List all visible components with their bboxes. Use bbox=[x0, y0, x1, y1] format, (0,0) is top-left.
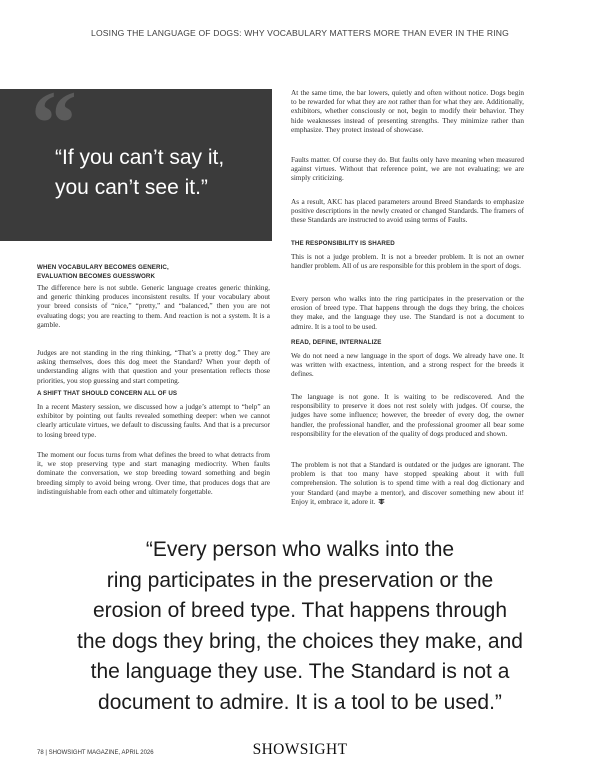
body-paragraph: The moment our focus turns from what defines the breed to what detracts from it, we stop preserving type and start managing mediocrity. When faults dominate the conversation, we stop breeding toward something and begin breeding simply to avoid being wrong. Over time, that produces dogs that are indistinguishable from each other and ultimately forgettable. bbox=[37, 451, 270, 496]
section-heading-line-2: EVALUATION BECOMES GUESSWORK bbox=[37, 272, 156, 280]
section-heading bbox=[37, 264, 169, 281]
emphasis-text: not bbox=[388, 98, 398, 107]
feature-quote-line: the language they use. The Standard is not a bbox=[90, 660, 510, 684]
section-heading: THE RESPONSIBILITY IS SHARED bbox=[291, 240, 395, 247]
pull-quote-block bbox=[0, 72, 272, 241]
body-paragraph: Faults matter. Of course they do. But faults only have meaning when measured against virtues. Without that reference point, we are not evaluating; we are simply criticizing. bbox=[291, 156, 524, 183]
feature-quote-line: erosion of breed type. That happens through bbox=[92, 599, 508, 623]
body-paragraph: The difference here is not subtle. Generic language creates generic thinking, and generic thinking produces inconsistent results. If your vocabulary about your breed consists of “nice,” “pretty,” and “balanced,” then you are not evaluating dogs; you are reacting to them. And reaction is not a system. It is a gamble. bbox=[37, 284, 270, 329]
quote-mark-icon: “ bbox=[31, 72, 77, 174]
body-paragraph: The language is not gone. It is waiting to be rediscovered. And the responsibility to preserve it does not rest solely with judges. Of course, the judges have some influence; however, the breeder of every dog, the owner handler, the professional handler, and the professional groomer all bear some responsibility for the elevation of the quality of dogs produced and shown. bbox=[291, 393, 524, 438]
body-paragraph: This is not a judge problem. It is not a breeder problem. It is not an owner handler problem. All of us are responsible for this problem in the sport of dogs. bbox=[291, 253, 524, 271]
body-paragraph: Every person who walks into the ring participates in the preservation or the erosion of breed type. That happens through the dogs they bring, the choices they make, and the language they use. The Standard is not a document to admire. It is a tool to be used. bbox=[291, 295, 524, 331]
pull-quote-line-1: “If you can’t say it, bbox=[55, 146, 225, 169]
feature-quote-line: the dogs they bring, the choices they make, and bbox=[77, 629, 523, 653]
page-footer-info: 78 | SHOWSIGHT MAGAZINE, APRIL 2026 bbox=[37, 750, 154, 756]
feature-quote-line: ring participates in the preservation or the bbox=[106, 568, 494, 592]
section-heading: READ, DEFINE, INTERNALIZE bbox=[291, 339, 382, 346]
pull-quote-line-2: you can’t see it.” bbox=[55, 176, 208, 199]
feature-quote bbox=[30, 535, 570, 719]
body-text-segment: The problem is not that a Standard is outdated or the judges are ignorant. The problem is that too many have stopped speaking about it with full comprehension. The solution is to spend time with a real dog dictionary and your Standard (and maybe a mentor), and discover something new about it! Enjoy it, embrace it, adore it. bbox=[291, 461, 524, 506]
body-paragraph bbox=[291, 461, 524, 507]
body-paragraph: In a recent Mastery session, we discussed how a judge’s attempt to “help” an exhibitor by pointing out faults revealed something deeper: when we cannot clearly articulate virtues, we default to discussing faults. And that is a precursor to losing breed type. bbox=[37, 403, 270, 439]
body-text-segment: At the same time, the bar lowers, quietly and often without notice. Dogs begin to be rewarded for what they are bbox=[291, 89, 524, 107]
section-heading-line-1: WHEN VOCABULARY BECOMES GENERIC, bbox=[37, 264, 169, 271]
body-paragraph: We do not need a new language in the sport of dogs. We already have one. It was written with exactness, intention, and a strong respect for the breeds it defines. bbox=[291, 352, 524, 379]
feature-quote-line: document to admire. It is a tool to be used.” bbox=[98, 690, 502, 714]
feature-quote-line: “Every person who walks into the bbox=[145, 538, 455, 561]
magazine-logo: SHOWSIGHT bbox=[252, 741, 348, 758]
body-paragraph bbox=[291, 89, 524, 135]
pull-quote-text bbox=[55, 143, 265, 203]
running-header: LOSING THE LANGUAGE OF DOGS: WHY VOCABULARY MATTERS MORE THAN EVER IN THE RING bbox=[91, 28, 509, 38]
body-paragraph: Judges are not standing in the ring thinking, “That’s a pretty dog.” They are asking themselves, does this dog meet the Standard? When your depth of understanding aligns with that question and your presentation reflects those priorities, you stop guessing and start competing. bbox=[37, 349, 270, 385]
body-text-segment: rather than for what they are. Additionally, exhibitors, whether consciously or not, begin to modify their behavior. They hide weaknesses instead of presenting strengths. They minimize rather than emphasize. They protect instead of showcase. bbox=[291, 98, 524, 134]
end-mark-icon bbox=[378, 498, 385, 505]
section-heading: A SHIFT THAT SHOULD CONCERN ALL OF US bbox=[37, 390, 178, 397]
body-paragraph: As a result, AKC has placed parameters around Breed Standards to emphasize positive descriptions in the newly created or changed Standards. The framers of these Standards are instructed to avoid using terms of Faults. bbox=[291, 198, 524, 225]
